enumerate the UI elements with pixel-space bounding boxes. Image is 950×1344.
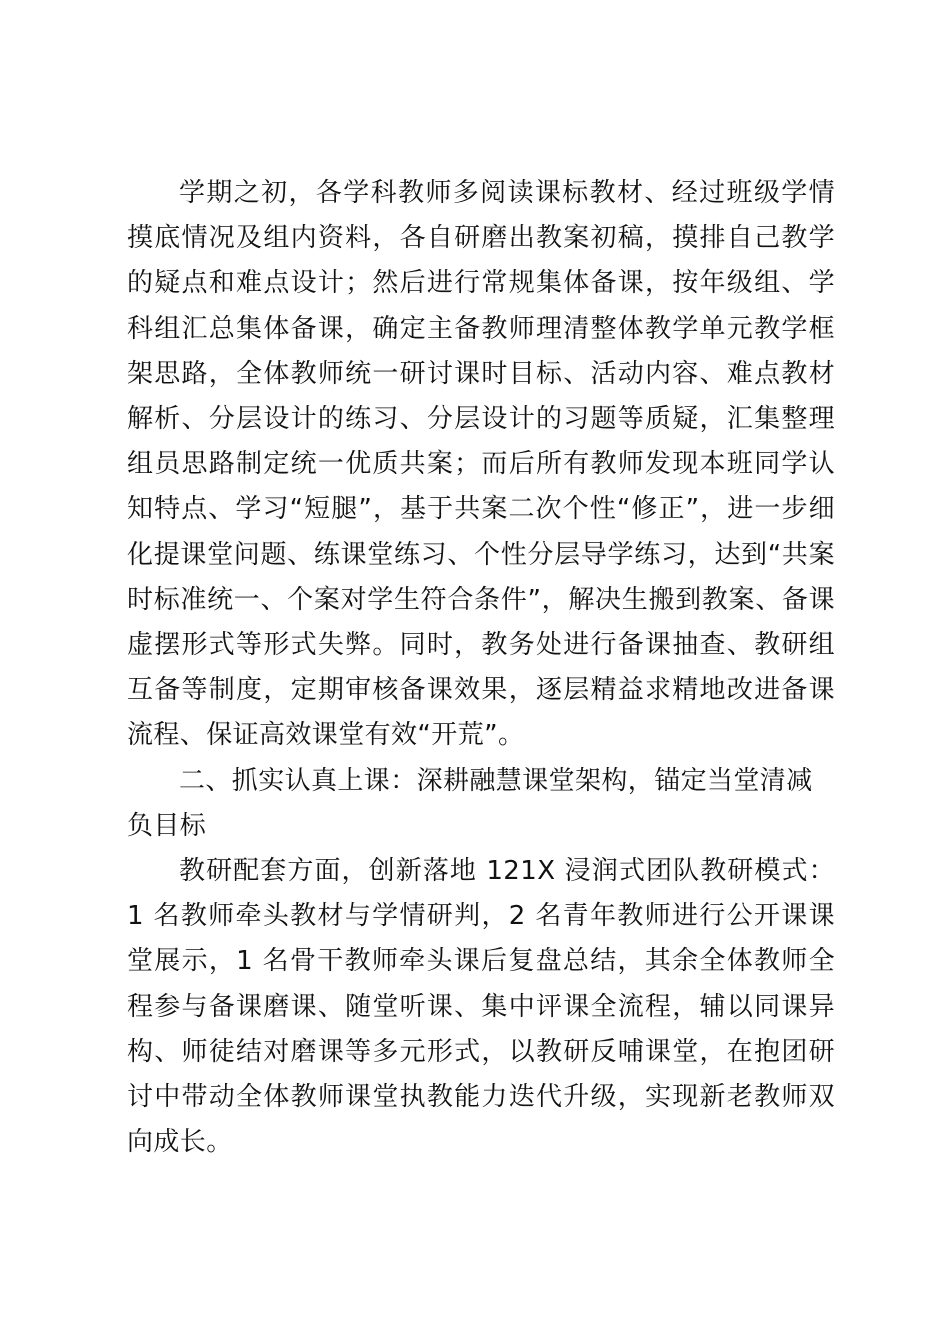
body-paragraph-research: 教研配套方面，创新落地 121X 浸润式团队教研模式：1 名教师牵头教材与学情研判，2 名青年教师进行公开课课堂展示，1 名骨干教师牵头课后复盘总结，其余全体教师全程参与备课磨课、随堂听课、集中评课全流程，辅以同课异构、师徒结对磨课等多元形式，以教研反哺课堂，在抱团研讨中带动全体教师课堂执教能力迭代升级，实现新老教师双向成长。	[127, 856, 835, 1158]
body-paragraph-preparation: 学期之初，各学科教师多阅读课标教材、经过班级学情摸底情况及组内资料，各自研磨出教案初稿，摸排自己教学的疑点和难点设计；然后进行常规集体备课，按年级组、学科组汇总集体备课，确定主备教师理清整体教学单元教学框架思路，全体教师统一研讨课时目标、活动内容、难点教材解析、分层设计的练习、分层设计的习题等质疑，汇集整理组员思路制定统一优质共案；而后所有教师发现本班同学认知特点、学习“短腿”，基于共案二次个性“修正”，进一步细化提课堂问题、练课堂练习、个性分层导学练习，达到“共案时标准统一、个案对学生符合条件”，解决生搬到教案、备课虚摆形式等形式失弊。同时，教务处进行备课抽查、教研组互备等制度，定期审核备课效果，逐层精益求精地改进备课流程、保证高效课堂有效“开荒”。	[127, 178, 835, 751]
document-body	[127, 171, 835, 1165]
section-heading-teaching: 二、抓实认真上课：深耕融慧课堂架构，锚定当堂清减负目标	[127, 765, 813, 841]
